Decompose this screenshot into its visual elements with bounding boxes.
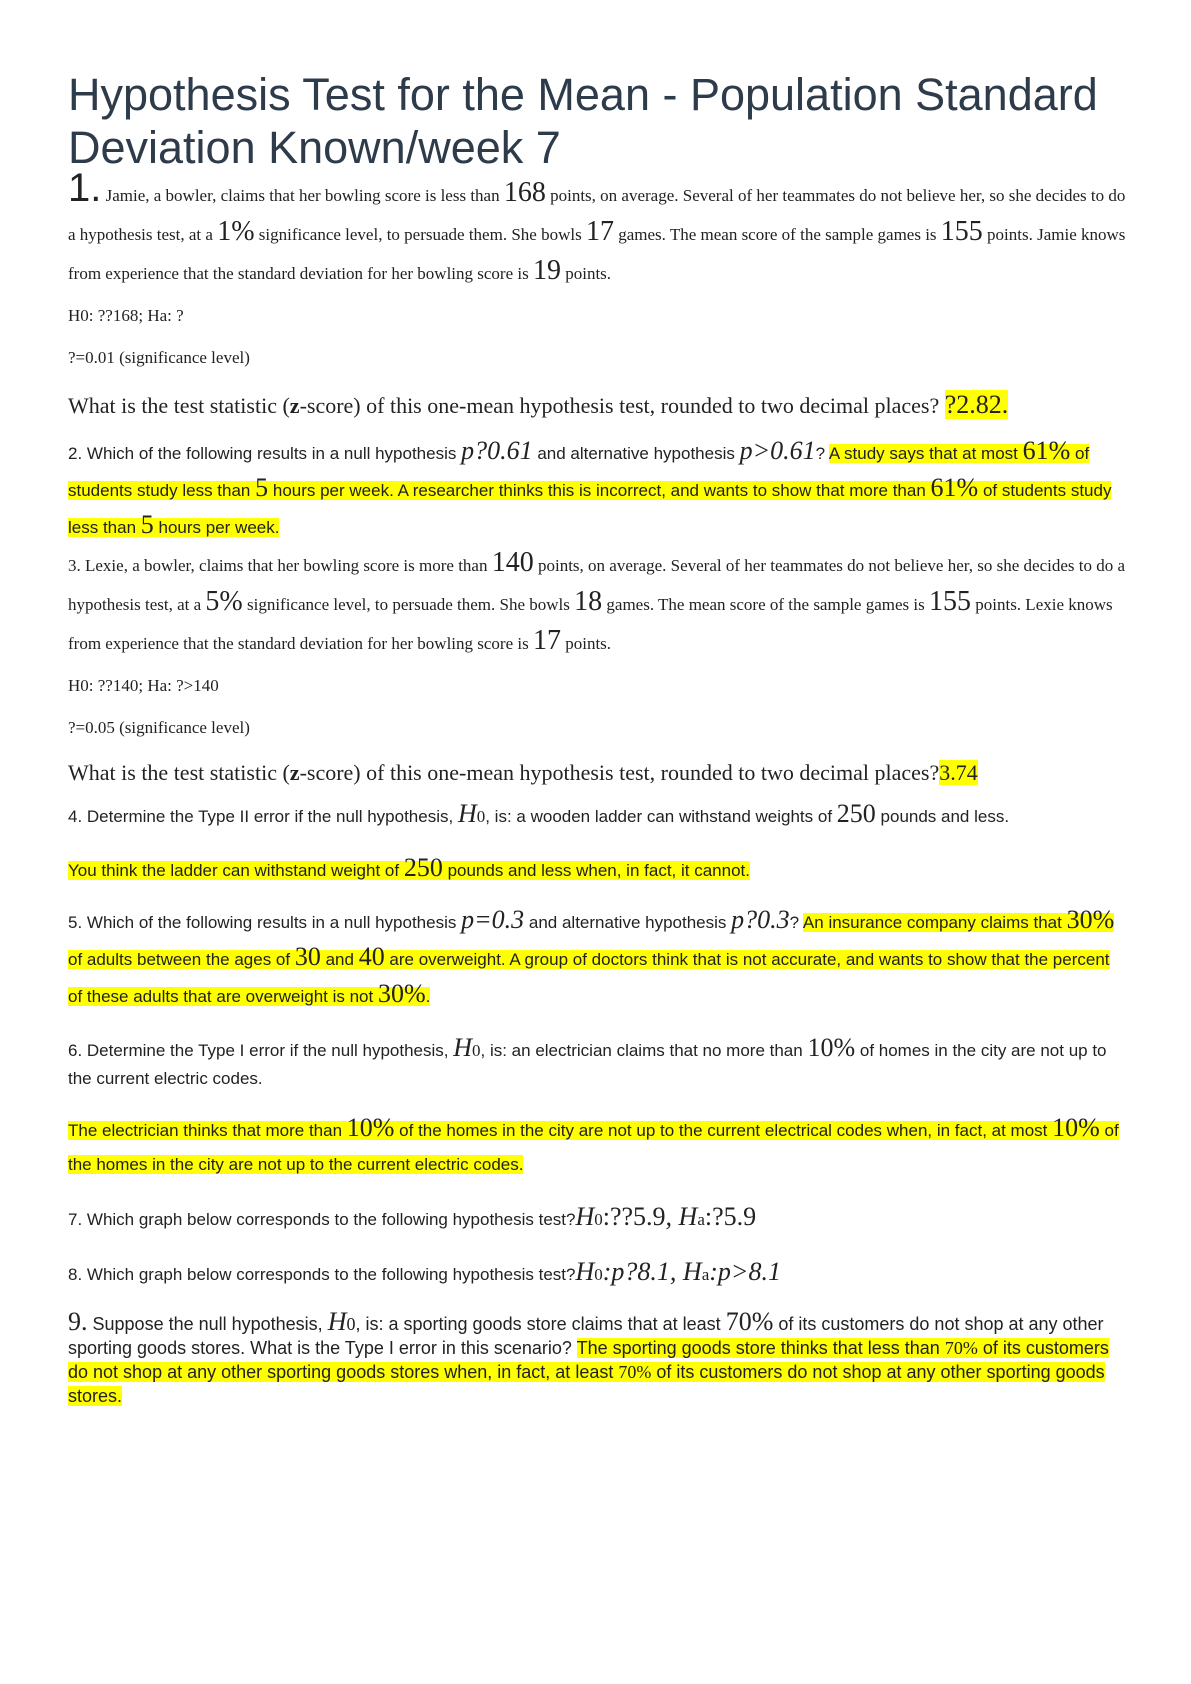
q4-answer: You think the ladder can withstand weight of 250 pounds and less when, in fact, it cannot. <box>68 853 750 882</box>
question-3: 3. Lexie, a bowler, claims that her bowling score is more than 140 points, on average. Several of her teammates do not believe her, so she decides to do a hypothesis test, at a 5% significance level, to persuade them. She bowls 18 games. The mean score of the sample games is 155 points. Lexie knows from experience that the standard deviation for her bowling score is 17 points. <box>68 547 1126 656</box>
q3-alpha: ?=0.05 (significance level) <box>68 718 250 737</box>
document-page <box>68 68 1128 1408</box>
question-9: 9. Suppose the null hypothesis, H0, is: a sporting goods store claims that at least 70% of its customers do not shop at any other sporting goods stores. What is the Type I error in this scenario? The sporting goods store thinks that less than 70% of its customers do not shop at any other sporting goods stores when, in fact, at least 70% of its customers do not shop at any other sporting goods stores. <box>68 1307 1109 1406</box>
question-2: 2. Which of the following results in a null hypothesis p?0.61 and alternative hypothesis p>0.61? A study says that at most 61% of students study less than 5 hours per week. A researcher thinks this is incorrect, and wants to show that more than 61% of students study less than 5 hours per week. <box>68 436 1112 539</box>
q1-zscore-question: What is the test statistic (z-score) of this one-mean hypothesis test, rounded to two decimal places? ?2.82. <box>68 390 1009 419</box>
q1-alpha: ?=0.01 (significance level) <box>68 348 250 367</box>
question-7: 7. Which graph below corresponds to the following hypothesis test?H0:??5.9, Ha:?5.9 <box>68 1202 757 1231</box>
q1-answer: ?2.82. <box>944 390 1009 419</box>
question-1: 1. Jamie, a bowler, claims that her bowling score is less than 168 points, on average. Several of her teammates do not believe her, so she decides to do a hypothesis test, at a 1% significance level, to persuade them. She bowls 17 games. The mean score of the sample games is 155 points. Jamie knows from experience that the standard deviation for her bowling score is 19 points. <box>68 166 1126 286</box>
question-8: 8. Which graph below corresponds to the following hypothesis test?H0:p?8.1, Ha:p>8.1 <box>68 1257 781 1286</box>
q1-hypotheses: H0: ??168; Ha: ? <box>68 306 184 325</box>
question-4: 4. Determine the Type II error if the null hypothesis, H0, is: a wooden ladder can withstand weights of 250 pounds and less. <box>68 799 1010 828</box>
q3-hypotheses: H0: ??140; Ha: ?>140 <box>68 676 219 695</box>
page-title: Hypothesis Test for the Mean - Population Standard Deviation Known/week 7 <box>68 69 1098 173</box>
question-6: 6. Determine the Type I error if the null hypothesis, H0, is: an electrician claims that no more than 10% of homes in the city are not up to the current electric codes. <box>68 1033 1107 1088</box>
q3-zscore-question: What is the test statistic (z-score) of this one-mean hypothesis test, rounded to two decimal places?3.74 <box>68 760 978 785</box>
q2-answer: A study says that at most 61% of students study less than 5 hours per week. A researcher thinks this is incorrect, and wants to show that more than 61% of students study less than 5 hours per week. <box>68 436 1112 539</box>
q6-answer: The electrician thinks that more than 10% of the homes in the city are not up to the current electrical codes when, in fact, at most 10% of the homes in the city are not up to the current electric codes. <box>68 1113 1119 1174</box>
question-5: 5. Which of the following results in a null hypothesis p=0.3 and alternative hypothesis p?0.3? An insurance company claims that 30% of adults between the ages of 30 and 40 are overweight. A group of doctors think that is not accurate, and wants to show that the percent of these adults that are overweight is not 30%. <box>68 905 1115 1008</box>
q9-answer: The sporting goods store thinks that less than 70% of its customers do not shop at any other sporting goods stores when, in fact, at least 70% of its customers do not shop at any other sporting goods stores. <box>68 1338 1109 1406</box>
q5-answer: An insurance company claims that 30% of adults between the ages of 30 and 40 are overweight. A group of doctors think that is not accurate, and wants to show that the percent of these adults that are overweight is not 30%. <box>68 905 1115 1008</box>
q3-answer: 3.74 <box>939 760 978 785</box>
